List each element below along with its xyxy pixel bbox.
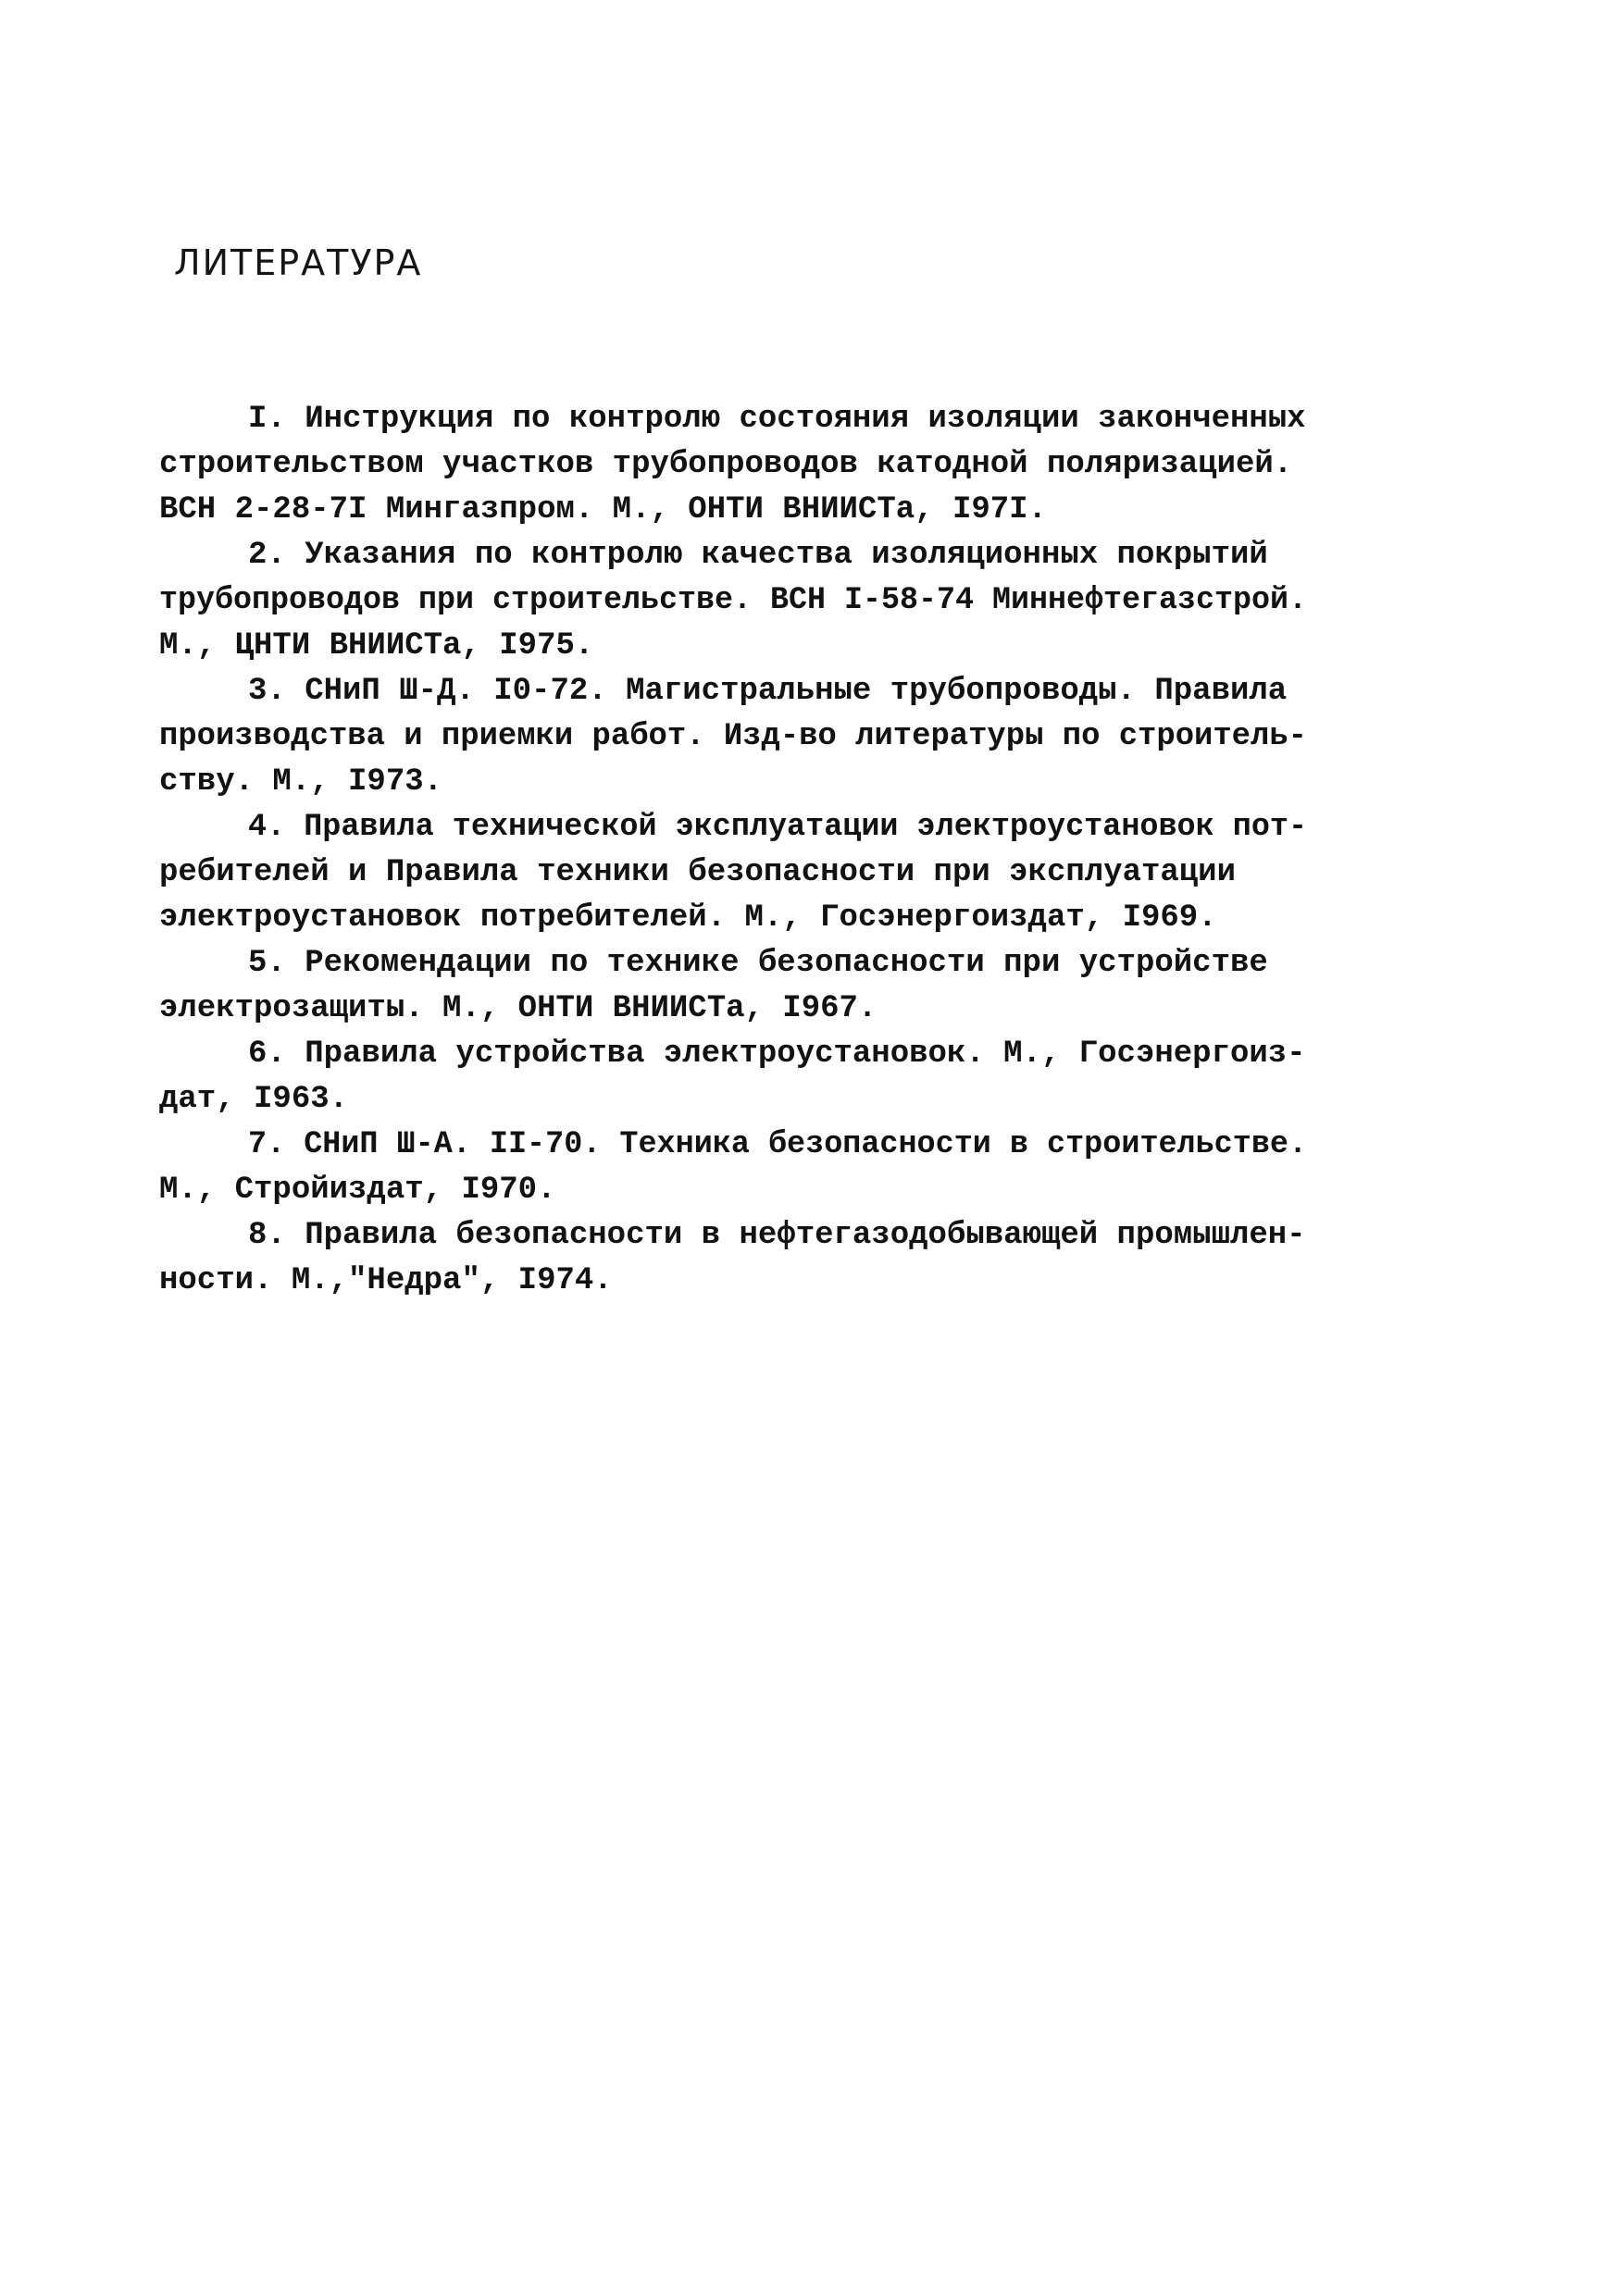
reference-3-line-1: 3. СНиП Ш-Д. I0-72. Магистральные трубопроводы. Правила (248, 674, 1288, 709)
reference-7-line-1: 7. СНиП Ш-А. II-70. Техника безопасности в строительстве. (248, 1127, 1308, 1162)
reference-7-line-2: М., Стройиздат, I970. (159, 1173, 556, 1208)
reference-3-line-3: ству. М., I973. (159, 764, 443, 800)
reference-2-line-2: трубопроводов при строительстве. ВСН I-58-74 Миннефтегазстрой. (159, 583, 1307, 618)
reference-6-line-1: 6. Правила устройства электроустановок. М., Госэнергоиз- (248, 1036, 1306, 1072)
reference-8-line-2: ности. М.,"Недра", I974. (159, 1263, 613, 1298)
reference-1-line-1: I. Инструкция по контролю состояния изоляции законченных (248, 402, 1306, 437)
reference-5-line-2: электрозащиты. М., ОНТИ ВНИИСТа, I967. (159, 991, 877, 1026)
page-title: ЛИТЕРАТУРА (174, 242, 423, 283)
reference-5-line-1: 5. Рекомендации по технике безопасности при устройстве (248, 946, 1268, 981)
reference-8-line-1: 8. Правила безопасности в нефтегазодобывающей промышлен- (248, 1218, 1306, 1253)
reference-1-line-3: ВСН 2-28-7I Мингазпром. М., ОНТИ ВНИИСТа, I97I. (159, 492, 1047, 527)
reference-4-line-3: электроустановок потребителей. М., Госэнергоиздат, I969. (159, 900, 1217, 936)
reference-4-line-2: ребителей и Правила техники безопасности при эксплуатации (159, 855, 1236, 890)
reference-4-line-1: 4. Правила технической эксплуатации электроустановок пот- (248, 810, 1308, 845)
reference-6-line-2: дат, I963. (159, 1082, 349, 1117)
reference-2-line-1: 2. Указания по контролю качества изоляционных покрытий (248, 538, 1268, 573)
reference-2-line-3: М., ЦНТИ ВНИИСТа, I975. (159, 628, 594, 664)
reference-1-line-2: строительством участков трубопроводов катодной поляризацией. (159, 447, 1293, 482)
reference-3-line-2: производства и приемки работ. Изд-во литературы по строитель- (159, 719, 1308, 754)
